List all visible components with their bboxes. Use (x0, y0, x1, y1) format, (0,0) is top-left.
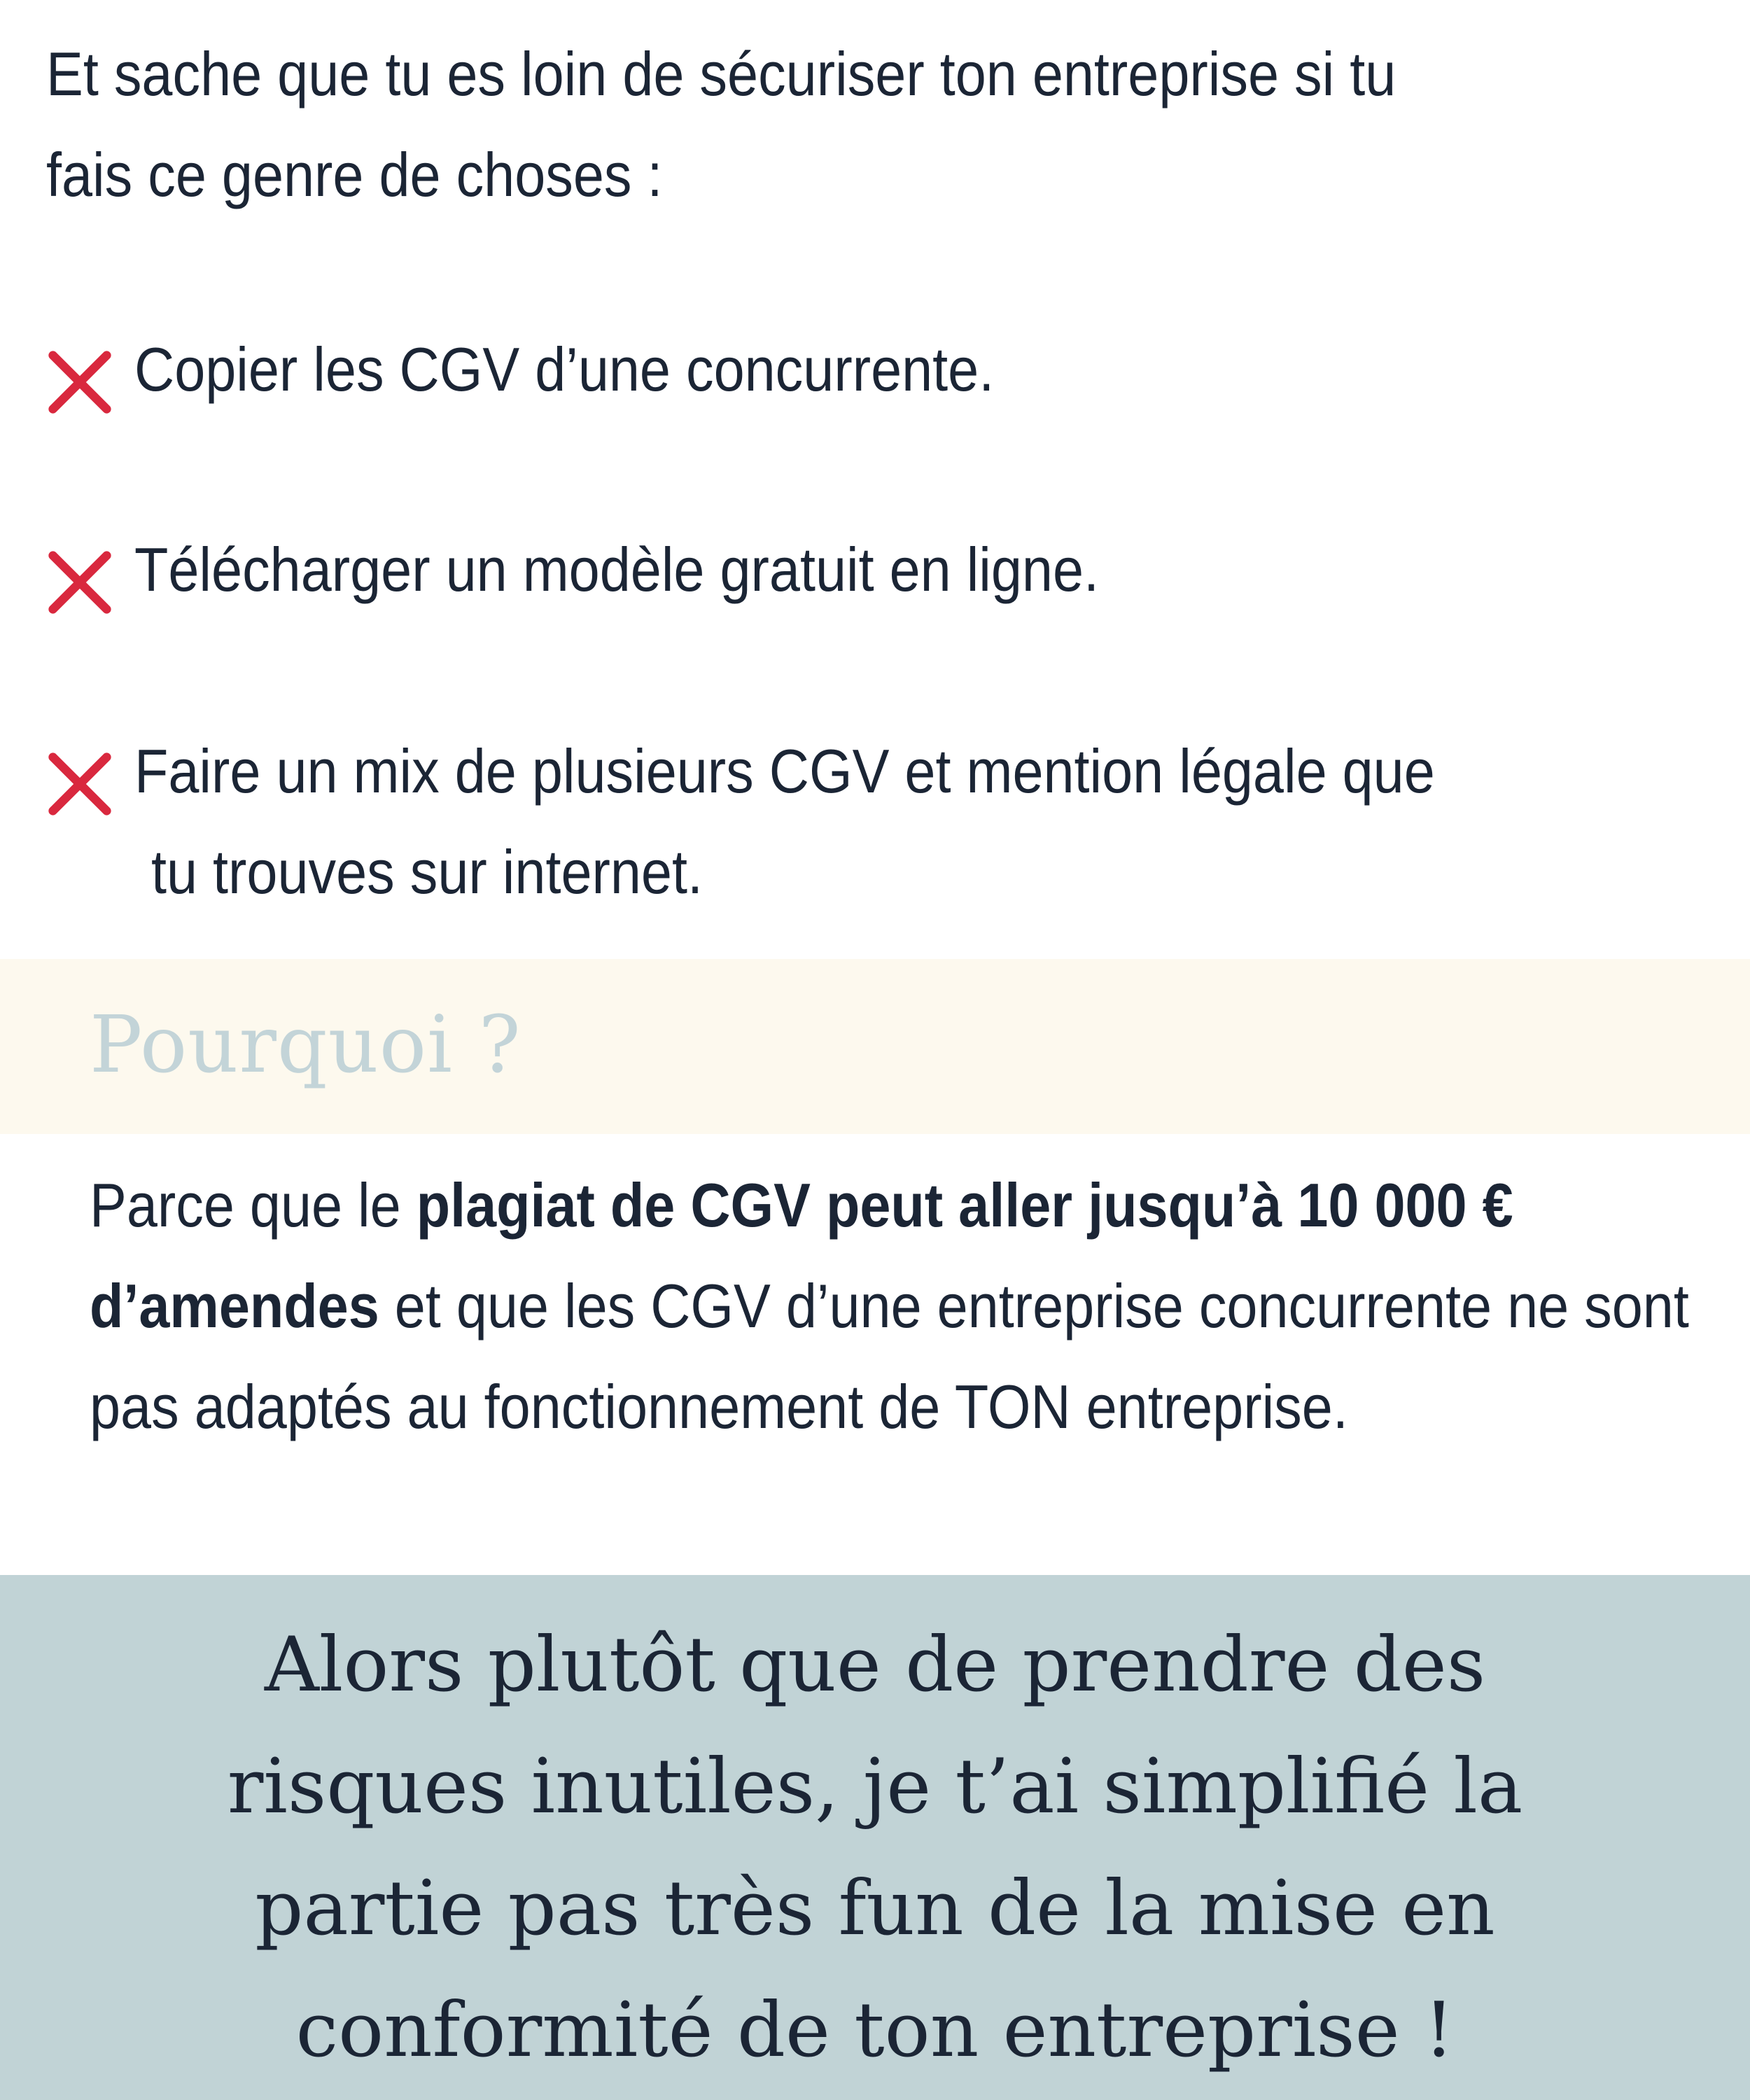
intro-line-1: Et sache que tu es loin de sécuriser ton entreprise si tu (46, 39, 1396, 108)
intro-paragraph (46, 24, 1533, 225)
intro-line-2: fais ce genre de choses : (46, 140, 663, 209)
explanation-text-end: et que les CGV d’une entreprise concurrente ne sont pas adaptés au fonctionnement de TON entreprise. (90, 1271, 1689, 1441)
bad-practice-text-continued: tu trouves sur internet. (151, 837, 703, 906)
cta-line-2: risques inutiles, je t’ai simplifié la (227, 1743, 1523, 1830)
explanation-paragraph (90, 1155, 1728, 1457)
cta-line-4: conformité de ton entreprise ! (295, 1987, 1455, 2074)
bad-practice-text: Copier les CGV d’une concurrente. (134, 335, 995, 404)
cta-line-1: Alors plutôt que de prendre des (264, 1621, 1486, 1709)
cta-line-3: partie pas très fun de la mise en (255, 1865, 1495, 1952)
cross-mark-icon (46, 750, 113, 818)
cross-mark-icon (46, 349, 113, 416)
cross-mark-icon (46, 549, 113, 616)
bad-practice-text: Faire un mix de plusieurs CGV et mention légale que (134, 736, 1435, 806)
bad-practice-text: Télécharger un modèle gratuit en ligne. (134, 535, 1100, 604)
pourquoi-heading: Pourquoi ? (90, 1000, 522, 1091)
explanation-emphasis: plagiat de CGV peut aller jusqu’à 10 000 € d’amendes (90, 1170, 1513, 1340)
cta-heading (105, 1604, 1645, 2092)
explanation-text-start: Parce que le (90, 1170, 416, 1240)
